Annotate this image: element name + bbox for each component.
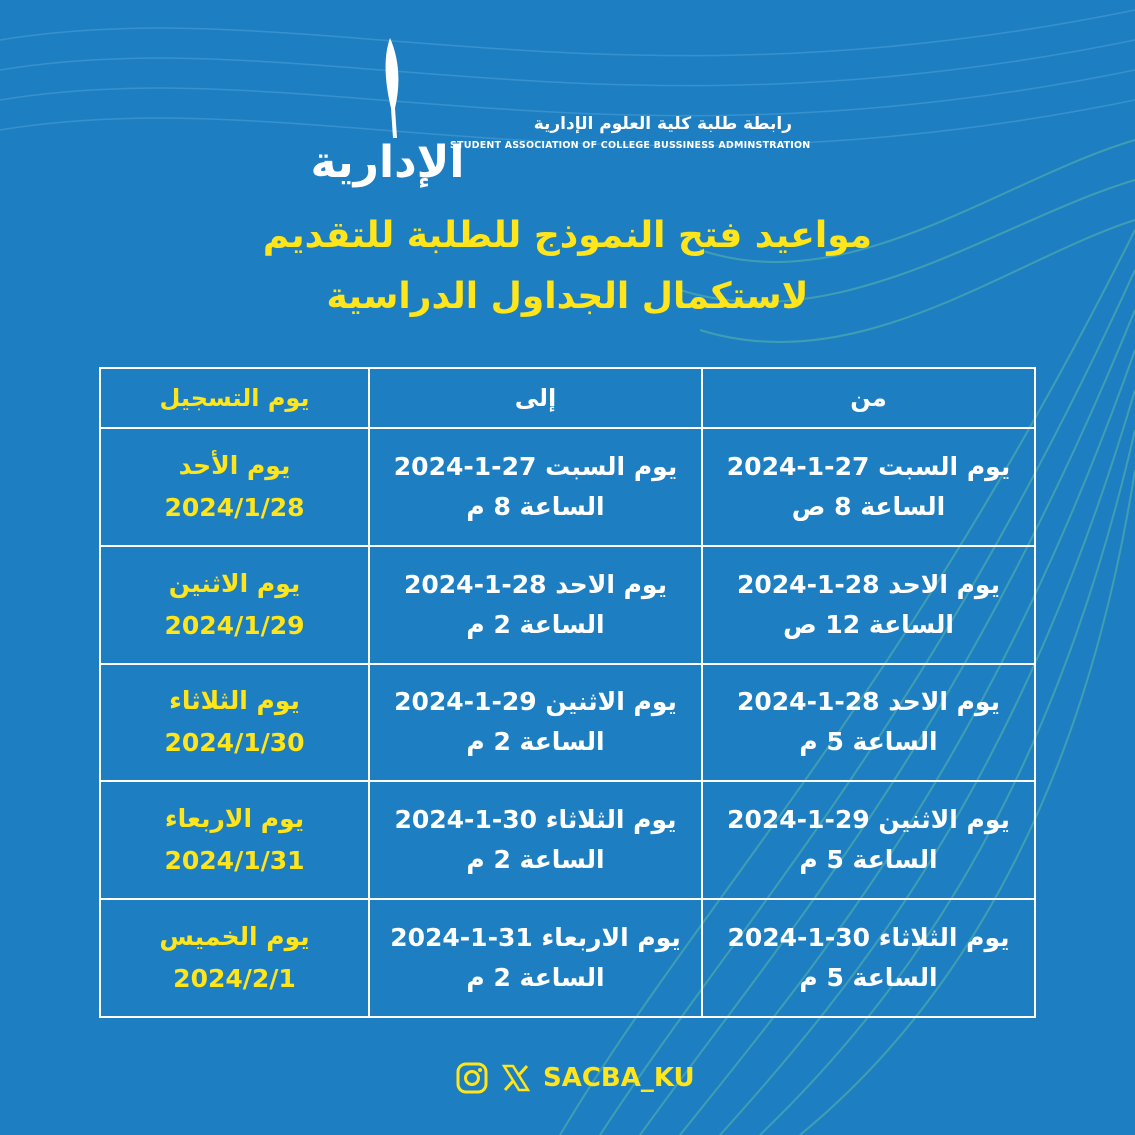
registration-day: يوم الاربعاء <box>164 804 305 834</box>
from-time: الساعة 12 ص <box>783 609 954 639</box>
from-cell <box>702 899 1035 1017</box>
to-date: يوم السبت 27-1-2024 <box>393 451 678 481</box>
registration-day: يوم الأحد <box>178 450 291 480</box>
registration-day: يوم الثلاثاء <box>169 686 300 716</box>
table-row <box>100 428 1035 546</box>
table-row <box>100 781 1035 899</box>
registration-cell <box>100 781 369 899</box>
registration-cell <box>100 546 369 664</box>
social-footer <box>455 1058 695 1098</box>
from-time: الساعة 5 م <box>799 727 938 757</box>
logo-mark: الإدارية <box>310 137 465 188</box>
to-time: الساعة 8 م <box>466 491 605 521</box>
from-cell <box>702 664 1035 782</box>
header-from: من <box>702 368 1035 428</box>
from-cell <box>702 428 1035 546</box>
association-logo <box>310 38 811 188</box>
registration-date: 2024/1/28 <box>164 492 305 522</box>
to-time: الساعة 2 م <box>466 609 605 639</box>
instagram-icon[interactable] <box>455 1061 489 1095</box>
to-date: يوم الاربعاء 31-1-2024 <box>390 923 681 953</box>
to-cell <box>369 428 702 546</box>
from-time: الساعة 5 م <box>799 963 938 993</box>
to-cell <box>369 899 702 1017</box>
from-cell <box>702 546 1035 664</box>
registration-date: 2024/1/31 <box>164 846 305 876</box>
header-to: إلى <box>369 368 702 428</box>
schedule-table <box>99 367 1036 1018</box>
logo-arabic-name: رابطة طلبة كلية العلوم الإدارية <box>533 114 792 134</box>
x-icon[interactable] <box>501 1063 531 1093</box>
to-cell <box>369 546 702 664</box>
table-header-row <box>100 368 1035 428</box>
from-date: يوم الثلاثاء 30-1-2024 <box>727 923 1010 953</box>
from-time: الساعة 5 م <box>799 845 938 875</box>
from-date: يوم الاثنين 29-1-2024 <box>727 805 1010 835</box>
from-date: يوم السبت 27-1-2024 <box>726 451 1011 481</box>
registration-date: 2024/2/1 <box>173 964 296 994</box>
to-time: الساعة 2 م <box>466 845 605 875</box>
registration-day: يوم الخميس <box>159 922 310 952</box>
to-time: الساعة 2 م <box>466 963 605 993</box>
registration-date: 2024/1/29 <box>164 610 305 640</box>
to-date: يوم الثلاثاء 30-1-2024 <box>394 805 677 835</box>
to-cell <box>369 781 702 899</box>
from-date: يوم الاحد 28-1-2024 <box>736 569 1000 599</box>
to-cell <box>369 664 702 782</box>
social-handle[interactable]: SACBA_KU <box>543 1063 695 1093</box>
from-time: الساعة 8 ص <box>791 491 946 521</box>
page-title-line2: لاستكمال الجداول الدراسية <box>326 276 809 317</box>
to-date: يوم الاثنين 29-1-2024 <box>394 687 677 717</box>
table-row <box>100 664 1035 782</box>
table-row <box>100 546 1035 664</box>
to-time: الساعة 2 م <box>466 727 605 757</box>
registration-cell <box>100 664 369 782</box>
from-date: يوم الاحد 28-1-2024 <box>736 687 1000 717</box>
table-row <box>100 899 1035 1017</box>
registration-cell <box>100 428 369 546</box>
logo-english-name: STUDENT ASSOCIATION OF COLLEGE BUSSINESS ADMINSTRATION <box>450 140 811 151</box>
header-registration: يوم التسجيل <box>100 368 369 428</box>
registration-cell <box>100 899 369 1017</box>
registration-date: 2024/1/30 <box>164 728 305 758</box>
from-cell <box>702 781 1035 899</box>
to-date: يوم الاحد 28-1-2024 <box>403 569 667 599</box>
page-title-line1: مواعيد فتح النموذج للطلبة للتقديم <box>262 215 873 256</box>
registration-day: يوم الاثنين <box>168 568 301 598</box>
